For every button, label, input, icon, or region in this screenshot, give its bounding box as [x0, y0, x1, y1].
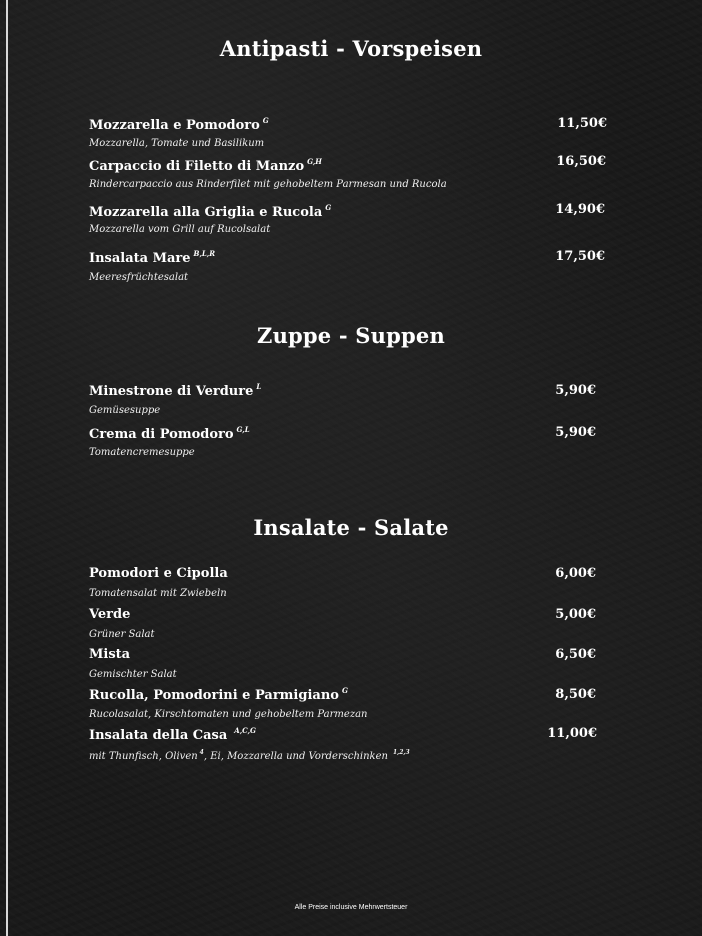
footer-note: Alle Preise inclusive Mehrwertsteuer: [294, 904, 408, 911]
menu-item-description: Mozzarella, Tomate und Basilikum: [89, 138, 265, 149]
menu-item-description: Tomatensalat mit Zwiebeln: [89, 588, 227, 599]
menu-item-description: Gemüsesuppe: [89, 405, 161, 416]
menu-item-name: Insalata della Casa $^{A,C,G}$: [89, 726, 257, 743]
footnote-marker: 4: [199, 749, 204, 756]
menu-item-price: 6,00€: [555, 566, 596, 581]
menu-item-name: Pomodori e Cipolla: [89, 566, 228, 581]
allergen-codes: L: [256, 382, 262, 391]
menu-item-price: 17,50€: [555, 249, 605, 264]
allergen-codes: B,L,R: [193, 249, 216, 258]
menu-item-name: Crema di Pomodoro $^{G,L}$: [89, 425, 250, 442]
menu-item-name: Rucolla, Pomodorini e Parmigiano $^G$: [89, 686, 348, 703]
menu-item-price: 5,90€: [555, 383, 596, 398]
menu-item-price: 5,90€: [555, 425, 596, 440]
allergen-codes: G,L: [236, 425, 250, 434]
left-border-line: [6, 0, 8, 936]
menu-item-name: Verde: [89, 607, 131, 622]
section-title-insalate: Insalate - Salate: [253, 515, 449, 540]
menu-item-name: Insalata Mare $^{B,L,R}$: [89, 249, 216, 266]
allergen-codes: G,H: [307, 157, 322, 166]
allergen-codes: G: [341, 686, 348, 695]
allergen-codes: G: [262, 116, 269, 125]
menu-item-price: 16,50€: [556, 154, 606, 169]
section-title-antipasti: Antipasti - Vorspeisen: [219, 36, 483, 61]
menu-item-description: Rucolasalat, Kirschtomaten und gehobeltem Parmezan: [89, 709, 368, 720]
menu-item-description: Grüner Salat: [89, 629, 155, 640]
allergen-codes: G: [325, 203, 332, 212]
menu-item-price: 14,90€: [555, 202, 605, 217]
menu-item-description: mit Thunfisch, Oliven $^4$, Ei, Mozzarella und Vorderschinken $^{1,2,3}$: [89, 749, 410, 762]
footnote-marker: 1,2,3: [392, 749, 410, 756]
menu-item-description: Meeresfrüchtesalat: [89, 272, 189, 283]
menu-item-price: 11,50€: [557, 116, 607, 131]
menu-item-description: Mozzarella vom Grill auf Rucolsalat: [89, 224, 271, 235]
menu-item-name: Mozzarella alla Griglia e Rucola $^G$: [89, 203, 332, 220]
menu-item-price: 8,50€: [555, 687, 596, 702]
menu-item-description: Rindercarpaccio aus Rinderfilet mit gehobeltem Parmesan und Rucola: [89, 179, 447, 190]
menu-item-description: Gemischter Salat: [89, 669, 177, 680]
section-title-zuppe: Zuppe - Suppen: [257, 323, 445, 348]
menu-item-price: 6,50€: [555, 647, 596, 662]
allergen-codes: A,C,G: [234, 726, 257, 735]
menu-item-name: Mozzarella e Pomodoro $^G$: [89, 116, 269, 133]
menu-item-price: 11,00€: [547, 726, 597, 741]
menu-item-price: 5,00€: [555, 607, 596, 622]
menu-item-name: Minestrone di Verdure $^L$: [89, 382, 262, 399]
menu-item-description: Tomatencremesuppe: [89, 447, 195, 458]
menu-item-name: Carpaccio di Filetto di Manzo $^{G,H}$: [89, 157, 322, 174]
menu-item-name: Mista: [89, 647, 131, 662]
